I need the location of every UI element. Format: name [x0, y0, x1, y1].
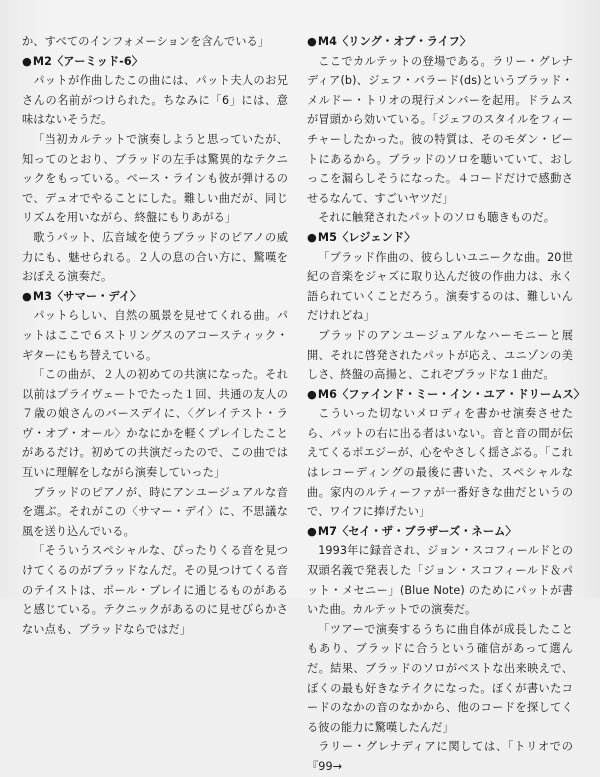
paragraph: こういった切ないメロディを書かせ演奏させたら、パットの右に出る者はいない。音と音の間が伝えてくるポエジーが、心をやさしく揺さぶる。「これはレコーディングの最後に書いた、スペシャルな曲。家内のルティーファが一番好きな曲だというので、ワイフに捧げたい」: [307, 407, 573, 519]
bullet-dot-icon: ●: [307, 524, 317, 538]
left-column: [22, 32, 288, 639]
paragraph: 歌うパット、広音域を使うブラッドのピアノの威力にも、魅せられる。２人の息の合い方に、驚嘆をおぼえる演奏だ。: [22, 230, 288, 284]
quote-paragraph: 「当初カルテットで演奏しようと思っていたが、知ってのとおり、ブラッドの左手は驚異的なテクニックをもっている。ベース・ラインも彼が弾けるので、デュオでやることにした。難しい曲だが、同じリズムを用いながら、終盤にもりあがる」: [22, 132, 288, 225]
bullet-dot-icon: ●: [307, 230, 317, 244]
quote-paragraph: 「ブラッド作曲の、彼らしいユニークな曲。20世紀の音楽をジャズに取り込んだ彼の作曲力は、永く語られていくことだろう。演奏するのは、難しいんだけれどね」: [307, 250, 573, 323]
track-title: M4〈リング・オブ・ライフ〉: [317, 35, 472, 48]
track-title: M5〈レジェンド〉: [317, 230, 416, 244]
bullet-dot-icon: ●: [307, 387, 317, 401]
track-title: M7〈セイ・ザ・ブラザーズ・ネーム〉: [317, 524, 517, 538]
quote-paragraph: 「そういうスペシャルな、ぴったりくる音を見つけてくるのがブラッドなんだ。その見つけてくる音のテイストは、ポール・ブレイに通じるものがあると感じている。テクニックがあるのに見せびらかさない点も、ブラッドならではだ」: [22, 544, 288, 636]
bullet-dot-icon: ●: [307, 35, 317, 48]
paragraph-continued: ラリー・グレナディアに関しては、「トリオでの『99→: [307, 740, 573, 773]
bullet-dot-icon: ●: [22, 54, 32, 68]
track-heading-m4: [307, 32, 573, 52]
track-heading-m7: [307, 522, 573, 542]
paragraph: 1993年に録音され、ジョン・スコフィールドとの双頭名義で発表した「ジョン・スコフィールド＆パット・メセニー」(Blue Note) のためにパットが書いた曲。カルテットでの演奏だ。: [307, 544, 573, 617]
right-column: [307, 32, 586, 777]
quote-paragraph: 「ツアーで演奏するうちに曲自体が成長したこともあり、ブラッドに合うという確信があって選んだ。結果、ブラッドのソロがベストな出来映えで、ぼくの最も好きなテイクになった。ぼくが書いたコードのなかの音のなかから、他のコードを探してくる彼の能力に驚嘆したんだ」: [307, 622, 573, 734]
paragraph: パットが作曲したこの曲には、パット夫人のお兄さんの名前がつけられた。ちなみに「6」には、意味はないそうだ。: [22, 74, 288, 127]
track-heading-m6: [307, 385, 586, 405]
paragraph-intro-tail: か、すべてのインフォメーションを含んでいる」: [22, 35, 270, 48]
quote-paragraph: 「この曲が、２人の初めての共演になった。それ以前はプライヴェートでたった１回、共通の友人の７歳の娘さんのバースデイに、〈グレイテスト・ラヴ・オブ・オール〉かなにかを軽くプレイしたことがあるだけ。初めての共演だったので、この曲では互いに理解をしながら演奏していった」: [22, 368, 288, 480]
track-title: M2〈アーミッド-6〉: [32, 54, 144, 68]
track-title: M6〈ファインド・ミー・イン・ユア・ドリームス〉: [317, 387, 586, 401]
track-heading-m5: [307, 228, 573, 248]
track-heading-m3: [22, 287, 288, 307]
track-title: M3〈サマー・デイ〉: [32, 289, 142, 303]
paragraph: それに触発されたパットのソロも聴きものだ。: [318, 211, 556, 225]
paragraph: ここでカルテットの登場である。ラリー・グレナディア(b)、ジェフ・バラード(ds)というブラッド・メルドー・トリオの現行メンバーを起用。ドラムスが冒頭から効いている。「ジェフのスタイルをフィーチャーしたかった。彼の特質は、そのモダン・ビートにあるから。ブラッドのソロを聴いていて、おしっこを漏らしそうになった。４コードだけで感動させるなんて、すごいヤツだ」: [307, 54, 573, 205]
bullet-dot-icon: ●: [22, 289, 32, 303]
paragraph: ブラッドのピアノが、時にアンユージュアルな音を選ぶ。それがこの〈サマー・デイ〉に、不思議な風を送り込んでいる。: [22, 485, 288, 538]
paragraph: ブラッドのアンユージュアルなハーモニーと展開、それに啓発されたパットが応え、ユニゾンの美しさ、終盤の高揚と、これぞブラッドな１曲だ。: [307, 328, 573, 382]
track-heading-m2: [22, 52, 288, 72]
paragraph: パットらしい、自然の風景を見せてくれる曲。パットはここで６ストリングスのアコースティック・ギターにもち替えている。: [22, 309, 288, 362]
